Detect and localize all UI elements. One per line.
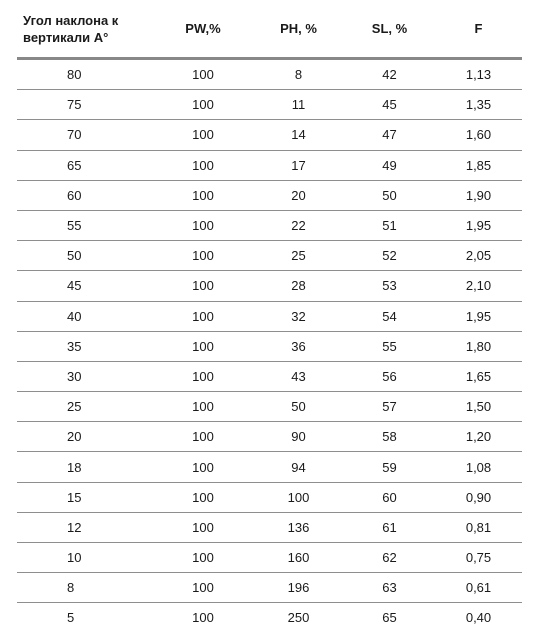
header-ph: PH, % <box>253 0 344 59</box>
sl-cell: 52 <box>344 241 435 271</box>
table-row <box>17 482 522 512</box>
ph-cell: 160 <box>253 543 344 573</box>
pw-cell: 100 <box>153 90 253 120</box>
table-row <box>17 301 522 331</box>
table-row <box>17 271 522 301</box>
ph-cell: 17 <box>253 150 344 180</box>
pw-cell: 100 <box>192 610 214 626</box>
ph-cell: 11 <box>253 90 344 120</box>
header-angle-line2: вертикали А° <box>23 29 109 45</box>
sl-cell: 47 <box>344 120 435 150</box>
table-row <box>17 392 522 422</box>
f-cell: 1,65 <box>435 361 522 391</box>
sl-cell: 50 <box>344 180 435 210</box>
f-cell: 1,85 <box>435 150 522 180</box>
f-cell: 1,20 <box>435 422 522 452</box>
ph-cell: 100 <box>253 482 344 512</box>
f-cell: 1,60 <box>435 120 522 150</box>
f-cell: 1,13 <box>435 59 522 90</box>
table-row <box>17 180 522 210</box>
pw-cell: 100 <box>153 452 253 482</box>
header-row <box>17 0 522 59</box>
data-table <box>17 0 522 633</box>
ph-cell: 250 <box>287 610 310 626</box>
table-row <box>17 90 522 120</box>
pw-cell: 100 <box>153 301 253 331</box>
sl-cell: 51 <box>344 210 435 240</box>
f-cell: 2,05 <box>435 241 522 271</box>
table-row <box>17 241 522 271</box>
sl-cell: 57 <box>344 392 435 422</box>
f-cell: 2,10 <box>435 271 522 301</box>
ph-cell: 25 <box>253 241 344 271</box>
table-row <box>17 452 522 482</box>
angle-cell: 65 <box>17 150 153 180</box>
pw-cell: 100 <box>153 422 253 452</box>
ph-cell: 28 <box>253 271 344 301</box>
table-header <box>17 0 522 59</box>
angle-cell: 15 <box>17 482 153 512</box>
f-cell: 1,95 <box>435 301 522 331</box>
sl-cell: 42 <box>344 59 435 90</box>
angle-cell: 25 <box>17 392 153 422</box>
ph-cell: 14 <box>253 120 344 150</box>
table-row <box>17 150 522 180</box>
table-body <box>17 59 522 633</box>
pw-cell: 100 <box>153 59 253 90</box>
ph-cell: 94 <box>253 452 344 482</box>
angle-cell: 35 <box>17 331 153 361</box>
ph-cell: 32 <box>253 301 344 331</box>
f-cell: 1,08 <box>435 452 522 482</box>
ph-cell: 90 <box>253 422 344 452</box>
angle-cell: 50 <box>17 241 153 271</box>
angle-cell: 20 <box>17 422 153 452</box>
angle-cell: 8 <box>17 573 153 603</box>
ph-cell: 22 <box>253 210 344 240</box>
ph-cell: 36 <box>253 331 344 361</box>
sl-cell: 65 <box>382 610 397 626</box>
table-row <box>17 543 522 573</box>
pw-cell: 100 <box>153 150 253 180</box>
pw-cell: 100 <box>153 512 253 542</box>
f-cell: 0,81 <box>435 512 522 542</box>
sl-cell: 59 <box>344 452 435 482</box>
ph-cell: 196 <box>253 573 344 603</box>
sl-cell: 53 <box>344 271 435 301</box>
f-cell: 1,95 <box>435 210 522 240</box>
sl-cell: 56 <box>344 361 435 391</box>
header-f: F <box>435 0 522 59</box>
pw-cell: 100 <box>153 392 253 422</box>
pw-cell: 100 <box>153 241 253 271</box>
pw-cell: 100 <box>153 180 253 210</box>
f-cell: 1,35 <box>435 90 522 120</box>
pw-cell: 100 <box>153 361 253 391</box>
sl-cell: 63 <box>344 573 435 603</box>
angle-cell: 10 <box>17 543 153 573</box>
f-cell: 0,40 <box>465 610 492 626</box>
ph-cell: 136 <box>253 512 344 542</box>
header-angle-line1: Угол наклона к <box>23 12 119 28</box>
angle-cell: 75 <box>17 90 153 120</box>
pw-cell: 100 <box>153 543 253 573</box>
pw-cell: 100 <box>153 573 253 603</box>
f-cell: 1,80 <box>435 331 522 361</box>
sl-cell: 62 <box>344 543 435 573</box>
f-cell: 0,90 <box>435 482 522 512</box>
pw-cell: 100 <box>153 331 253 361</box>
angle-cell: 80 <box>17 59 153 90</box>
sl-cell: 54 <box>344 301 435 331</box>
f-cell: 1,50 <box>435 392 522 422</box>
pw-cell: 100 <box>153 120 253 150</box>
angle-cell: 55 <box>17 210 153 240</box>
angle-cell: 45 <box>17 271 153 301</box>
pw-cell: 100 <box>153 210 253 240</box>
angle-cell: 60 <box>17 180 153 210</box>
angle-cell: 40 <box>17 301 153 331</box>
angle-cell: 18 <box>17 452 153 482</box>
f-cell: 1,90 <box>435 180 522 210</box>
table-row <box>17 573 522 603</box>
header-sl: SL, % <box>344 0 435 59</box>
table-row <box>17 59 522 90</box>
table-row <box>17 210 522 240</box>
table-row <box>17 361 522 391</box>
table-row <box>17 331 522 361</box>
angle-cell: 30 <box>17 361 153 391</box>
sl-cell: 49 <box>344 150 435 180</box>
table-row <box>17 512 522 542</box>
pw-cell: 100 <box>153 482 253 512</box>
sl-cell: 61 <box>344 512 435 542</box>
ph-cell: 50 <box>253 392 344 422</box>
sl-cell: 45 <box>344 90 435 120</box>
sl-cell: 60 <box>344 482 435 512</box>
angle-cell: 70 <box>17 120 153 150</box>
header-angle <box>17 0 153 59</box>
ph-cell: 20 <box>253 180 344 210</box>
table-row <box>17 603 522 633</box>
sl-cell: 58 <box>344 422 435 452</box>
header-pw: PW,% <box>153 0 253 59</box>
f-cell: 0,61 <box>435 573 522 603</box>
ph-cell: 8 <box>253 59 344 90</box>
ph-cell: 43 <box>253 361 344 391</box>
sl-cell: 55 <box>344 331 435 361</box>
pw-cell: 100 <box>153 271 253 301</box>
angle-cell: 5 <box>67 610 75 626</box>
angle-cell: 12 <box>17 512 153 542</box>
table-row <box>17 422 522 452</box>
f-cell: 0,75 <box>435 543 522 573</box>
table-row <box>17 120 522 150</box>
